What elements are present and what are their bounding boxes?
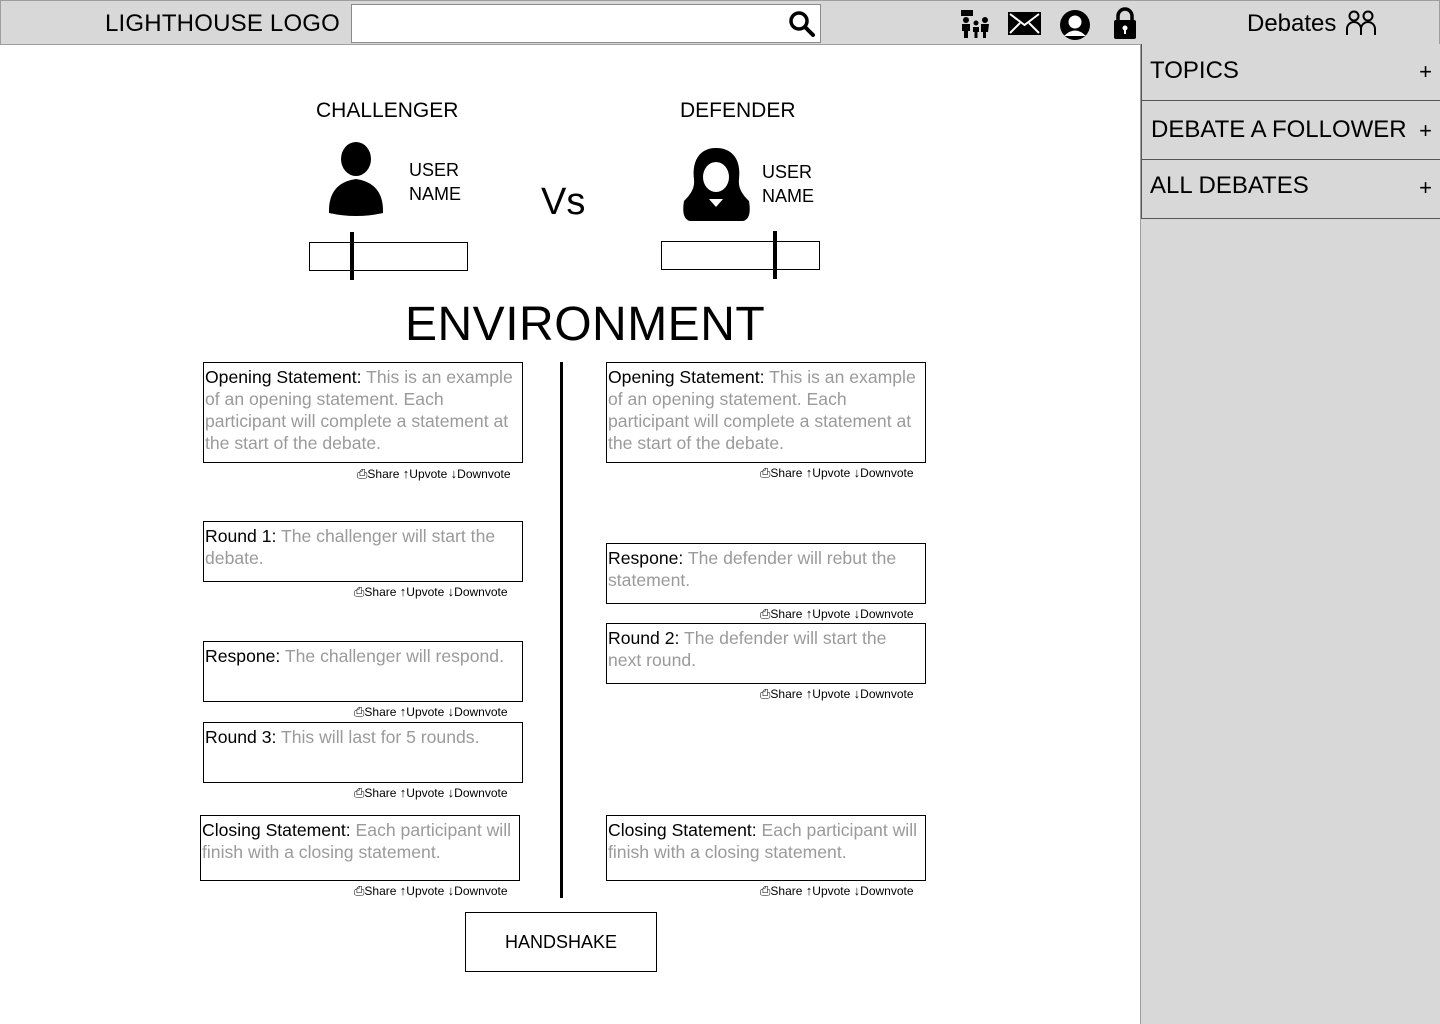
upvote-label: Upvote bbox=[812, 884, 851, 898]
post-text: This is an example of an opening statement. Each participant will complete a statement at the start of the debate. bbox=[205, 367, 513, 453]
post-actions bbox=[357, 466, 511, 482]
post-text: The challenger will start the debate. bbox=[205, 526, 496, 568]
female-avatar-icon[interactable] bbox=[680, 147, 753, 222]
post-actions bbox=[354, 883, 508, 899]
share-button[interactable] bbox=[354, 585, 396, 599]
arrow-down-icon: ↓ bbox=[853, 465, 861, 480]
post-heading: Respone: bbox=[205, 646, 281, 666]
post-heading: Round 3: bbox=[205, 727, 277, 747]
post-heading: Closing Statement: bbox=[608, 820, 757, 840]
downvote-button[interactable] bbox=[448, 786, 508, 800]
post-heading: Opening Statement: bbox=[608, 367, 765, 387]
accordion-label: ALL DEBATES bbox=[1150, 172, 1309, 199]
accordion-topics[interactable] bbox=[1141, 44, 1440, 101]
defender-opening-statement[interactable] bbox=[606, 362, 926, 463]
arrow-down-icon: ↓ bbox=[853, 606, 861, 621]
post-actions bbox=[760, 686, 914, 702]
downvote-label: Downvote bbox=[860, 884, 914, 898]
downvote-label: Downvote bbox=[860, 607, 914, 621]
share-icon: ⎙ bbox=[760, 606, 771, 621]
search-bar[interactable] bbox=[351, 4, 821, 43]
post-actions bbox=[354, 785, 508, 801]
post-heading: Respone: bbox=[608, 548, 684, 568]
arrow-up-icon: ↑ bbox=[399, 785, 407, 800]
challenger-score-marker bbox=[350, 232, 354, 280]
post-actions bbox=[354, 704, 508, 720]
downvote-label: Downvote bbox=[454, 884, 508, 898]
community-icon[interactable] bbox=[960, 8, 990, 39]
defender-label: DEFENDER bbox=[680, 99, 796, 122]
defender-response[interactable] bbox=[606, 543, 926, 604]
share-icon: ⎙ bbox=[354, 883, 365, 898]
arrow-up-icon: ↑ bbox=[805, 465, 813, 480]
arrow-down-icon: ↓ bbox=[447, 584, 455, 599]
share-icon: ⎙ bbox=[354, 785, 365, 800]
upvote-button[interactable] bbox=[400, 585, 445, 599]
downvote-button[interactable] bbox=[448, 705, 508, 719]
share-label: Share bbox=[367, 467, 400, 481]
downvote-button[interactable] bbox=[451, 467, 511, 481]
upvote-button[interactable] bbox=[400, 705, 445, 719]
expand-plus-icon[interactable]: + bbox=[1419, 175, 1432, 200]
post-actions bbox=[760, 465, 914, 481]
lighthouse-logo[interactable]: LIGHTHOUSE LOGO bbox=[105, 10, 341, 37]
challenger-score-meter bbox=[309, 242, 468, 271]
share-button[interactable] bbox=[357, 467, 399, 481]
profile-icon[interactable] bbox=[1059, 9, 1091, 41]
post-actions bbox=[354, 584, 508, 600]
share-label: Share bbox=[364, 585, 397, 599]
handshake-button[interactable]: HANDSHAKE bbox=[465, 912, 657, 972]
share-label: Share bbox=[770, 466, 803, 480]
post-text: Each participant will finish with a closing statement. bbox=[202, 820, 512, 862]
upvote-button[interactable] bbox=[400, 884, 445, 898]
search-icon[interactable] bbox=[788, 10, 816, 38]
arrow-down-icon: ↓ bbox=[447, 883, 455, 898]
defender-score-marker bbox=[773, 231, 777, 279]
debates-nav-link[interactable]: Debates bbox=[1247, 10, 1337, 37]
post-text: The defender will start the next round. bbox=[608, 628, 887, 670]
share-label: Share bbox=[364, 705, 397, 719]
challenger-label: CHALLENGER bbox=[316, 99, 459, 122]
arrow-up-icon: ↑ bbox=[399, 704, 407, 719]
defender-closing-statement[interactable] bbox=[606, 815, 926, 881]
defender-round-2[interactable] bbox=[606, 623, 926, 684]
downvote-button[interactable] bbox=[854, 607, 914, 621]
share-icon: ⎙ bbox=[760, 465, 771, 480]
share-label: Share bbox=[364, 884, 397, 898]
username-line: USER bbox=[409, 160, 460, 180]
accordion-debate-a-follower[interactable] bbox=[1141, 101, 1440, 160]
share-button[interactable] bbox=[760, 466, 802, 480]
upvote-label: Upvote bbox=[406, 786, 445, 800]
male-avatar-icon[interactable] bbox=[327, 141, 385, 216]
post-actions bbox=[760, 883, 914, 899]
downvote-button[interactable] bbox=[854, 687, 914, 701]
envelope-icon[interactable] bbox=[1008, 12, 1041, 35]
upvote-label: Upvote bbox=[406, 705, 445, 719]
upvote-button[interactable] bbox=[403, 467, 448, 481]
share-icon: ⎙ bbox=[760, 686, 771, 701]
upvote-label: Upvote bbox=[812, 607, 851, 621]
upvote-label: Upvote bbox=[812, 466, 851, 480]
post-actions bbox=[760, 606, 914, 622]
downvote-label: Downvote bbox=[454, 786, 508, 800]
upvote-label: Upvote bbox=[406, 585, 445, 599]
post-text: This is an example of an opening statement. Each participant will complete a statement at the start of the debate. bbox=[608, 367, 916, 453]
challenger-opening-statement[interactable] bbox=[203, 362, 523, 463]
post-heading: Round 1: bbox=[205, 526, 277, 546]
arrow-up-icon: ↑ bbox=[805, 686, 813, 701]
challenger-round-1[interactable] bbox=[203, 521, 523, 582]
username-line: USER bbox=[762, 162, 813, 182]
side-panel bbox=[1140, 44, 1440, 1024]
arrow-up-icon: ↑ bbox=[805, 606, 813, 621]
downvote-label: Downvote bbox=[454, 705, 508, 719]
top-bar bbox=[0, 0, 1440, 45]
share-button[interactable] bbox=[760, 687, 802, 701]
share-button[interactable] bbox=[760, 607, 802, 621]
downvote-button[interactable] bbox=[448, 884, 508, 898]
username-line: NAME bbox=[409, 184, 462, 204]
expand-plus-icon[interactable]: + bbox=[1419, 118, 1432, 143]
column-divider bbox=[560, 362, 563, 898]
share-icon: ⎙ bbox=[354, 584, 365, 599]
post-text: This will last for 5 rounds. bbox=[276, 727, 480, 747]
share-button[interactable] bbox=[760, 884, 802, 898]
arrow-up-icon: ↑ bbox=[399, 584, 407, 599]
environment-title: ENVIRONMENT bbox=[405, 298, 766, 351]
share-button[interactable] bbox=[354, 705, 396, 719]
arrow-up-icon: ↑ bbox=[399, 883, 407, 898]
post-heading: Round 2: bbox=[608, 628, 680, 648]
defender-score-meter bbox=[661, 241, 820, 270]
defender-username[interactable] bbox=[762, 160, 814, 208]
post-text: The challenger will respond. bbox=[280, 646, 504, 666]
share-label: Share bbox=[364, 786, 397, 800]
arrow-down-icon: ↓ bbox=[450, 466, 458, 481]
downvote-label: Downvote bbox=[860, 687, 914, 701]
upvote-label: Upvote bbox=[812, 687, 851, 701]
post-text: The defender will rebut the statement. bbox=[608, 548, 897, 590]
challenger-closing-statement[interactable] bbox=[200, 815, 520, 881]
arrow-down-icon: ↓ bbox=[853, 686, 861, 701]
share-icon: ⎙ bbox=[760, 883, 771, 898]
challenger-round-3[interactable] bbox=[203, 722, 523, 783]
downvote-label: Downvote bbox=[454, 585, 508, 599]
post-text: Each participant will finish with a closing statement. bbox=[608, 820, 918, 862]
share-icon: ⎙ bbox=[354, 704, 365, 719]
share-button[interactable] bbox=[354, 786, 396, 800]
post-heading: Opening Statement: bbox=[205, 367, 362, 387]
search-input[interactable] bbox=[358, 11, 778, 36]
upvote-button[interactable] bbox=[806, 607, 851, 621]
upvote-button[interactable] bbox=[806, 466, 851, 480]
upvote-button[interactable] bbox=[400, 786, 445, 800]
arrow-down-icon: ↓ bbox=[447, 704, 455, 719]
arrow-up-icon: ↑ bbox=[805, 883, 813, 898]
accordion-label: DEBATE A FOLLOWER bbox=[1151, 116, 1407, 143]
post-heading: Closing Statement: bbox=[202, 820, 351, 840]
challenger-response[interactable] bbox=[203, 641, 523, 702]
downvote-label: Downvote bbox=[860, 466, 914, 480]
arrow-down-icon: ↓ bbox=[447, 785, 455, 800]
people-icon[interactable] bbox=[1345, 10, 1377, 36]
downvote-button[interactable] bbox=[854, 884, 914, 898]
lock-icon[interactable] bbox=[1113, 7, 1137, 39]
downvote-label: Downvote bbox=[457, 467, 511, 481]
versus-label: Vs bbox=[541, 181, 586, 223]
upvote-button[interactable] bbox=[806, 884, 851, 898]
upvote-label: Upvote bbox=[409, 467, 448, 481]
arrow-down-icon: ↓ bbox=[853, 883, 861, 898]
arrow-up-icon: ↑ bbox=[402, 466, 410, 481]
expand-plus-icon[interactable]: + bbox=[1419, 59, 1432, 84]
share-label: Share bbox=[770, 884, 803, 898]
challenger-username[interactable] bbox=[409, 158, 461, 206]
accordion-label: TOPICS bbox=[1150, 57, 1239, 84]
downvote-button[interactable] bbox=[448, 585, 508, 599]
username-line: NAME bbox=[762, 186, 815, 206]
share-icon: ⎙ bbox=[357, 466, 368, 481]
upvote-button[interactable] bbox=[806, 687, 851, 701]
share-label: Share bbox=[770, 687, 803, 701]
share-button[interactable] bbox=[354, 884, 396, 898]
share-label: Share bbox=[770, 607, 803, 621]
upvote-label: Upvote bbox=[406, 884, 445, 898]
accordion-all-debates[interactable] bbox=[1141, 160, 1440, 219]
downvote-button[interactable] bbox=[854, 466, 914, 480]
